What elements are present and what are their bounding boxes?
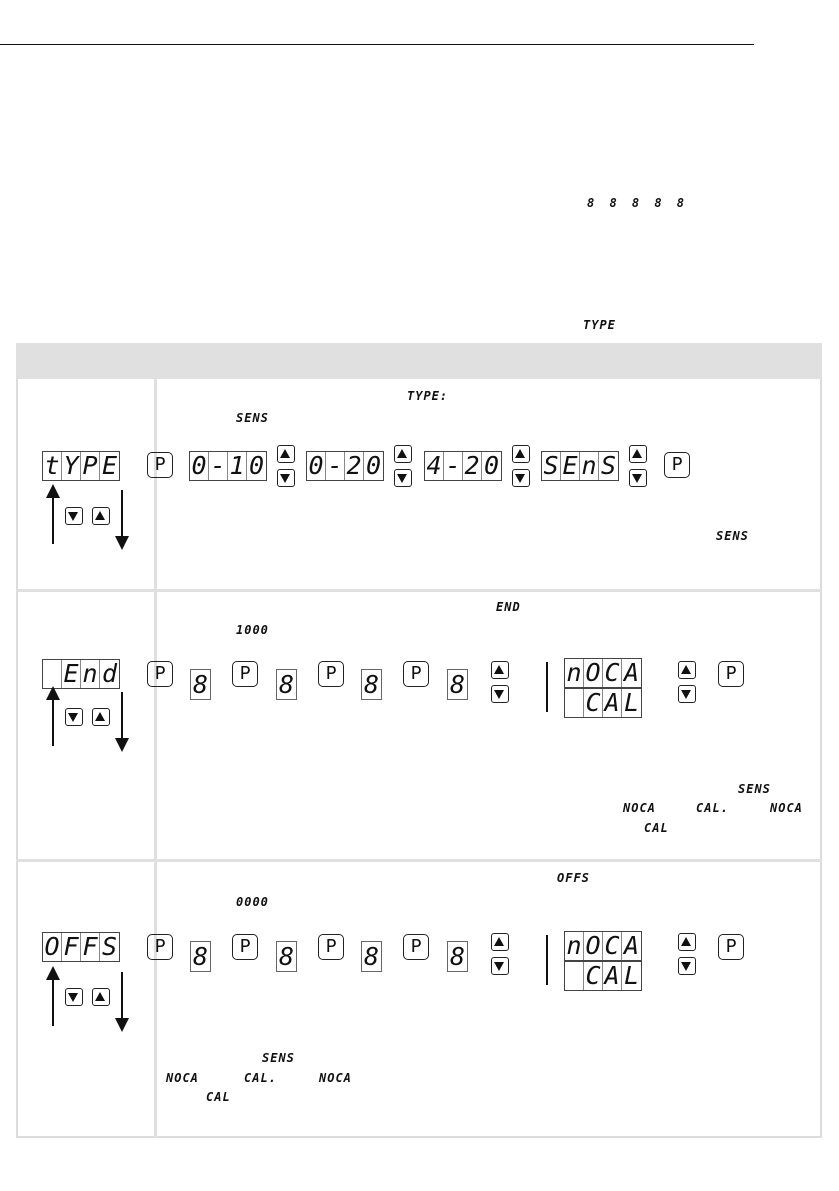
navigate-down-line <box>121 972 123 1020</box>
up-arrow-key[interactable] <box>277 445 295 463</box>
digit-display: 8 <box>361 941 382 972</box>
row2-note-noca: NOCA <box>623 801 656 815</box>
digit-display: 8 <box>361 669 382 700</box>
option-4-20-display: 4 - 2 0 <box>424 451 502 481</box>
down-arrow-key[interactable] <box>491 957 509 975</box>
up-arrow-key[interactable] <box>678 933 696 951</box>
down-arrow-key[interactable] <box>678 685 696 703</box>
row-separator <box>16 589 822 592</box>
row2-note-sens: SENS <box>738 782 771 796</box>
up-arrow-key[interactable] <box>491 933 509 951</box>
row2-note-noca-2: NOCA <box>770 801 803 815</box>
row2-default-value: 1000 <box>236 623 269 637</box>
down-arrow-key[interactable] <box>277 469 295 487</box>
row2-note-cal-dot: CAL. <box>696 801 729 815</box>
p-key[interactable]: P <box>147 661 173 687</box>
row3-note-sens: SENS <box>262 1051 295 1065</box>
up-arrow-key[interactable] <box>394 445 412 463</box>
p-key[interactable]: P <box>232 661 258 687</box>
digit-display: 8 <box>190 941 211 972</box>
row3-default-value: 0000 <box>236 895 269 909</box>
display-digits-text: 8 8 8 8 8 <box>587 196 689 210</box>
up-arrow-key[interactable] <box>92 988 110 1006</box>
type-label-text: TYPE <box>583 318 616 332</box>
divider-line <box>546 935 548 985</box>
p-key[interactable]: P <box>403 661 429 687</box>
down-arrow-key[interactable] <box>65 988 83 1006</box>
p-key[interactable]: P <box>318 661 344 687</box>
up-arrow-key[interactable] <box>92 708 110 726</box>
up-arrow-key[interactable] <box>629 445 647 463</box>
row3-note-noca: NOCA <box>166 1071 199 1085</box>
option-0-10-display: 0 - 1 0 <box>189 451 267 481</box>
digit-display: 8 <box>190 669 211 700</box>
p-key[interactable]: P <box>718 661 744 687</box>
row1-heading: TYPE: <box>407 389 449 403</box>
cal-display: C A L <box>564 688 642 718</box>
row1-sens-label: SENS <box>236 411 269 425</box>
digit-display: 8 <box>447 941 468 972</box>
navigate-down-arrowhead <box>115 536 129 550</box>
p-key[interactable]: P <box>718 934 744 960</box>
option-0-20-display: 0 - 2 0 <box>306 451 384 481</box>
up-arrow-key[interactable] <box>678 661 696 679</box>
row1-note-sens: SENS <box>716 529 749 543</box>
p-key[interactable]: P <box>147 934 173 960</box>
navigate-up-arrowhead <box>46 484 60 498</box>
p-key[interactable]: P <box>318 934 344 960</box>
p-key[interactable]: P <box>147 452 173 478</box>
row-separator <box>16 859 822 862</box>
down-arrow-key[interactable] <box>512 469 530 487</box>
row3-note-noca-2: NOCA <box>319 1071 352 1085</box>
up-arrow-key[interactable] <box>512 445 530 463</box>
down-arrow-key[interactable] <box>394 469 412 487</box>
navigate-up-line <box>52 978 54 1026</box>
parameter-table <box>16 343 822 1138</box>
top-rule <box>0 44 754 45</box>
navigate-down-arrowhead <box>115 1018 129 1032</box>
navigate-down-line <box>121 490 123 538</box>
digit-display: 8 <box>447 669 468 700</box>
navigate-up-line <box>52 496 54 544</box>
down-arrow-key[interactable] <box>491 685 509 703</box>
p-key[interactable]: P <box>664 452 690 478</box>
divider-line <box>546 662 548 712</box>
navigate-up-arrowhead <box>46 966 60 980</box>
down-arrow-key[interactable] <box>629 469 647 487</box>
down-arrow-key[interactable] <box>65 507 83 525</box>
offs-display: O F F S <box>42 932 120 962</box>
noca-display: n O C A <box>564 931 642 961</box>
navigate-down-arrowhead <box>115 738 129 752</box>
navigate-up-line <box>52 698 54 746</box>
up-arrow-key[interactable] <box>491 661 509 679</box>
row2-heading: END <box>496 600 521 614</box>
row2-note-cal: CAL <box>644 821 669 835</box>
digit-display: 8 <box>276 941 297 972</box>
down-arrow-key[interactable] <box>678 957 696 975</box>
down-arrow-key[interactable] <box>65 708 83 726</box>
row3-heading: OFFS <box>557 871 590 885</box>
navigate-down-line <box>121 692 123 740</box>
digit-display: 8 <box>276 669 297 700</box>
row3-note-cal-dot: CAL. <box>244 1071 277 1085</box>
option-sens-display: S E n S <box>541 451 619 481</box>
end-display: E n d <box>42 659 120 689</box>
p-key[interactable]: P <box>232 934 258 960</box>
row3-note-cal: CAL <box>206 1090 231 1104</box>
table-header <box>16 343 822 379</box>
type-display: t Y P E <box>42 451 120 481</box>
cal-display: C A L <box>564 961 642 991</box>
up-arrow-key[interactable] <box>92 507 110 525</box>
noca-display: n O C A <box>564 658 642 688</box>
navigate-up-arrowhead <box>46 686 60 700</box>
p-key[interactable]: P <box>403 934 429 960</box>
